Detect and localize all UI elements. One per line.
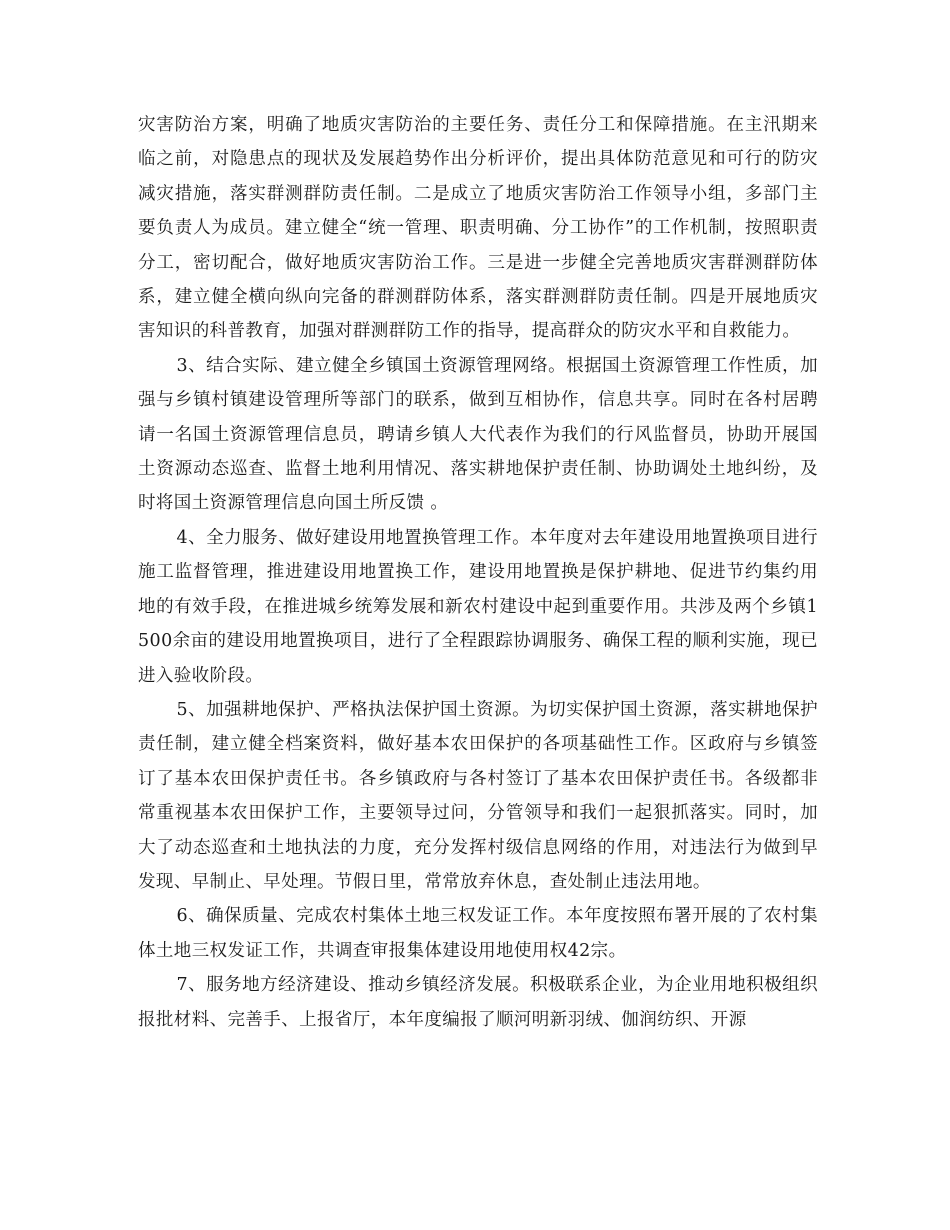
paragraph-item-6: 6、确保质量、完成农村集体土地三权发证工作。本年度按照布署开展的了农村集体土地三权发证工作，共调查审报集体建设用地使用权42宗。 — [138, 906, 818, 961]
document-page — [138, 108, 818, 1037]
paragraph-item-3: 3、结合实际、建立健全乡镇国土资源管理网络。根据国土资源管理工作性质，加强与乡镇村镇建设管理所等部门的联系，做到互相协作，信息共享。同时在各村居聘请一名国土资源管理信息员，聘请乡镇人大代表作为我们的行风监督员，协助开展国土资源动态巡查、监督土地利用情况、落实耕地保护责任制、协助调处土地纠纷，及时将国土资源管理信息向国土所反馈 。 — [138, 355, 818, 514]
paragraph-item-4: 4、全力服务、做好建设用地置换管理工作。本年度对去年建设用地置换项目进行施工监督管理，推进建设用地置换工作，建设用地置换是保护耕地、促进节约集约用地的有效手段，在推进城乡统筹发展和新农村建设中起到重要作用。共涉及两个乡镇1500余亩的建设用地置换项目，进行了全程跟踪协调服务、确保工程的顺利实施，现已进入验收阶段。 — [138, 527, 818, 686]
paragraph-item-7: 7、服务地方经济建设、推动乡镇经济发展。积极联系企业，为企业用地积极组织报批材料、完善手、上报省厅，本年度编报了顺河明新羽绒、伽润纺织、开源 — [138, 975, 818, 1030]
paragraph-disaster-prevention: 灾害防治方案，明确了地质灾害防治的主要任务、责任分工和保障措施。在主汛期来临之前，对隐患点的现状及发展趋势作出分析评价，提出具体防范意见和可行的防灾减灾措施，落实群测群防责任制。二是成立了地质灾害防治工作领导小组，多部门主要负责人为成员。建立健全“统一管理、职责明确、分工协作”的工作机制，按照职责分工，密切配合，做好地质灾害防治工作。三是进一步健全完善地质灾害群测群防体系，建立健全横向纵向完备的群测群防体系，落实群测群防责任制。四是开展地质灾害知识的科普教育，加强对群测群防工作的指导，提高群众的防灾水平和自救能力。 — [138, 115, 818, 342]
paragraph-item-5: 5、加强耕地保护、严格执法保护国土资源。为切实保护国土资源，落实耕地保护责任制，建立健全档案资料，做好基本农田保护的各项基础性工作。区政府与乡镇签订了基本农田保护责任书。各乡镇政府与各村签订了基本农田保护责任书。各级都非常重视基本农田保护工作，主要领导过问，分管领导和我们一起狠抓落实。同时，加大了动态巡查和土地执法的力度，充分发挥村级信息网络的作用，对违法行为做到早发现、早制止、早处理。节假日里，常常放弃休息，查处制止违法用地。 — [138, 699, 818, 892]
